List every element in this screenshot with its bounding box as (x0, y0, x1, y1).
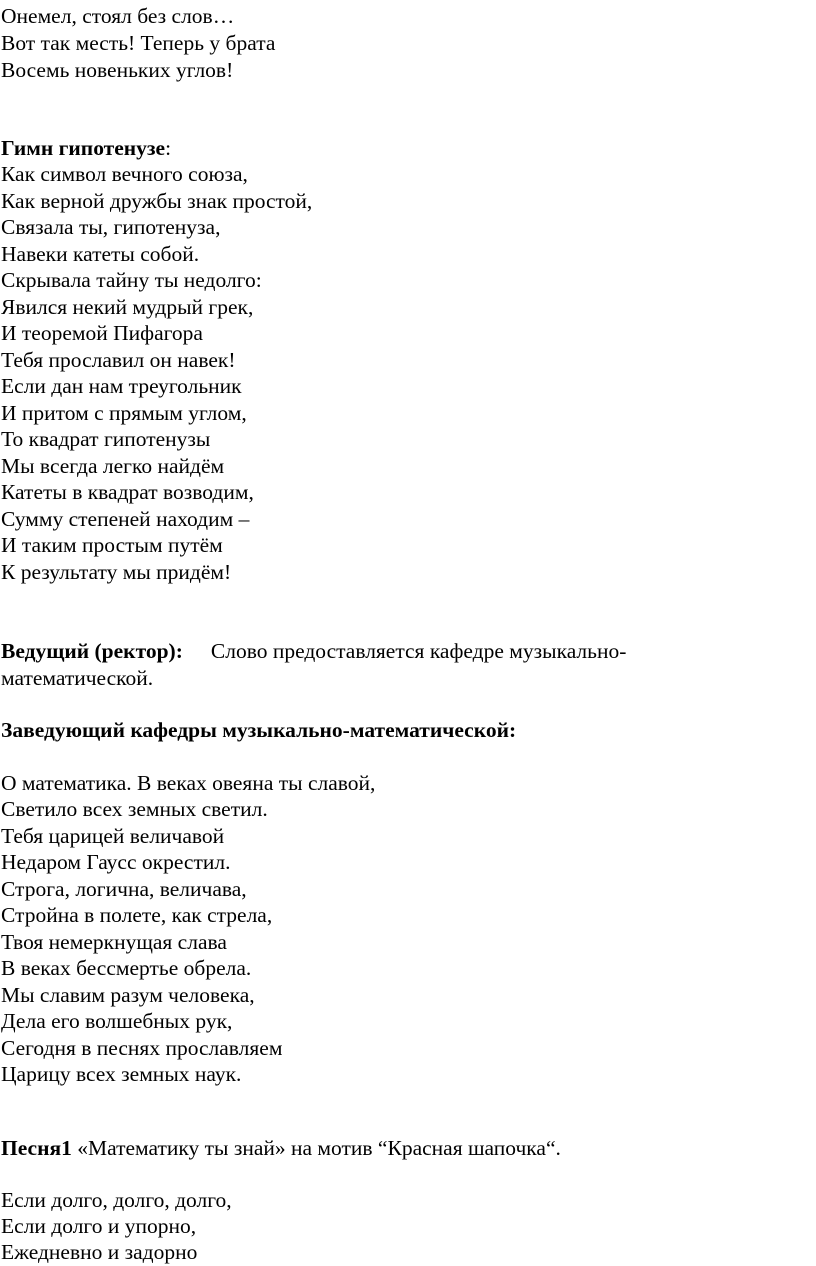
host-text: Слово предоставляется кафедре музыкально- (210, 639, 627, 663)
song-line: Ежедневно и задорно (1, 1240, 198, 1264)
hymn-line: Мы всегда легко найдём (1, 454, 225, 478)
hymn-line: Тебя прославил он навек! (1, 348, 236, 372)
intro-line: Восемь новеньких углов! (1, 58, 234, 82)
ode-line: О математика. В веках овеяна ты славой, (1, 771, 376, 795)
song-line: Если долго и упорно, (1, 1214, 197, 1238)
hymn-heading-colon: : (165, 136, 172, 160)
hymn-line: Явился некий мудрый грек, (1, 295, 254, 319)
hymn-line: Скрывала тайну ты недолго: (1, 268, 262, 292)
hymn-heading (1, 135, 171, 161)
hymn-line: Если дан нам треугольник (1, 374, 242, 398)
hymn-line: Связала ты, гипотенуза, (1, 215, 221, 239)
hymn-line: Катеты в квадрат возводим, (1, 480, 254, 504)
hymn-line: То квадрат гипотенузы (1, 427, 211, 451)
host-speaker: Ведущий (ректор): (1, 639, 183, 663)
ode-line: Твоя немеркнущая слава (1, 930, 227, 954)
ode-line: Светило всех земных светил. (1, 797, 268, 821)
host-remark (1, 638, 626, 664)
intro-line: Вот так месть! Теперь у брата (1, 31, 276, 55)
song-label: Песня1 (1, 1136, 72, 1160)
intro-line: Онемел, стоял без слов… (1, 4, 235, 28)
host-text-continued: математической. (1, 666, 154, 690)
song-heading (1, 1135, 561, 1161)
ode-line: Недаром Гаусс окрестил. (1, 850, 231, 874)
ode-line: Сегодня в песнях прославляем (1, 1036, 283, 1060)
song-line: Если долго, долго, долго, (1, 1188, 232, 1212)
head-of-dept-speaker: Заведующий кафедры музыкально-математической: (1, 718, 517, 742)
ode-line: В веках бессмертье обрела. (1, 956, 252, 980)
ode-line: Тебя царицей величавой (1, 824, 225, 848)
ode-line: Дела его волшебных рук, (1, 1009, 233, 1033)
ode-line: Строга, логична, величава, (1, 877, 247, 901)
hymn-line: И притом с прямым углом, (1, 401, 247, 425)
hymn-heading-title: Гимн гипотенузе (1, 136, 166, 160)
hymn-line: Сумму степеней находим – (1, 507, 250, 531)
hymn-line: Навеки катеты собой. (1, 242, 200, 266)
ode-line: Стройна в полете, как стрела, (1, 903, 273, 927)
hymn-line: Как символ вечного союза, (1, 162, 248, 186)
ode-line: Царицу всех земных наук. (1, 1062, 242, 1086)
song-title: «Математику ты знай» на мотив “Красная шапочка“. (71, 1136, 561, 1160)
hymn-line: И таким простым путём (1, 533, 223, 557)
hymn-line: Как верной дружбы знак простой, (1, 189, 313, 213)
hymn-line: И теоремой Пифагора (1, 321, 203, 345)
hymn-line: К результату мы придём! (1, 560, 232, 584)
ode-line: Мы славим разум человека, (1, 983, 255, 1007)
